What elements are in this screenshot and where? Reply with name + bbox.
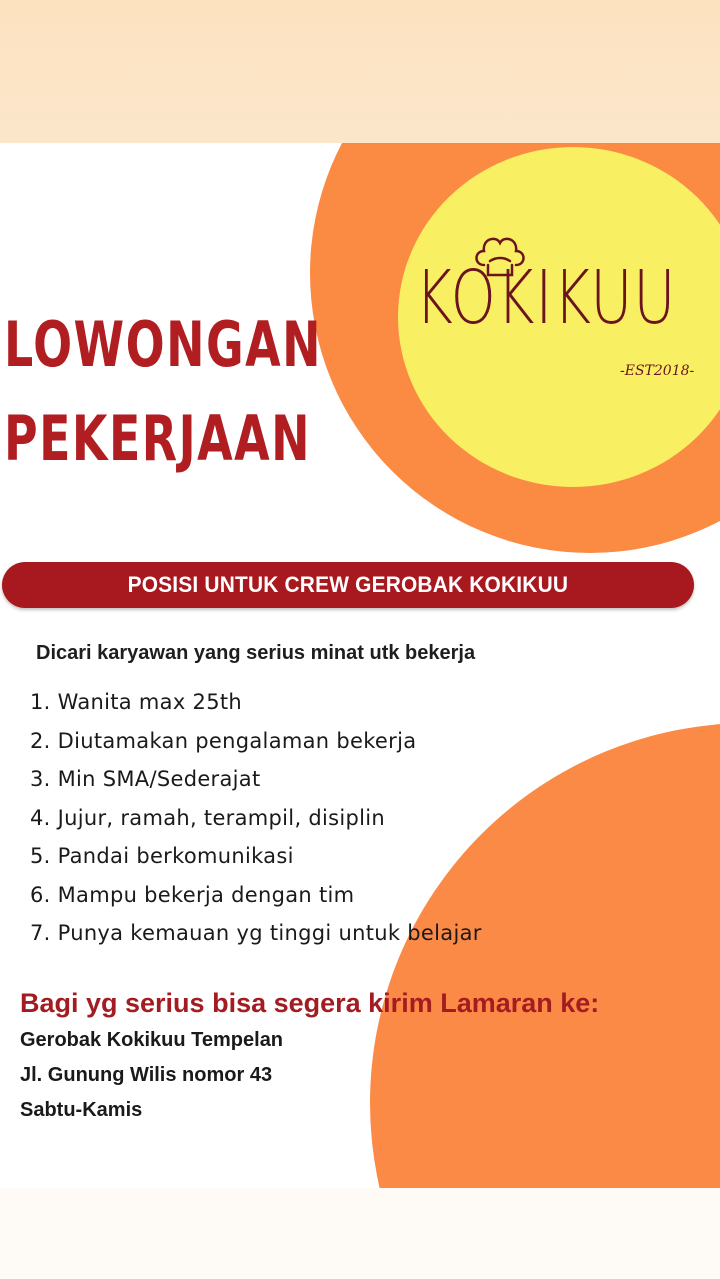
position-banner <box>2 562 694 608</box>
job-poster <box>0 143 720 1188</box>
logo-wordmark: KOKIKUU <box>415 255 677 341</box>
requirement-item: 1. Wanita max 25th <box>30 690 243 714</box>
requirement-item: 6. Mampu bekerja dengan tim <box>30 882 355 907</box>
requirement-item: 5. Pandai berkomunikasi <box>30 844 294 868</box>
poster-title <box>4 298 322 486</box>
address-line-1: Gerobak Kokikuu Tempelan <box>20 1029 284 1051</box>
intro-text: Dicari karyawan yang serius minat utk bekerja <box>36 642 476 664</box>
requirements-list <box>30 683 482 953</box>
address-line-2: Jl. Gunung Wilis nomor 43 <box>20 1064 273 1086</box>
requirement-item: 7. Punya kemauan yg tinggi untuk belajar <box>30 921 482 945</box>
top-band <box>0 0 720 143</box>
call-to-action: Bagi yg serius bisa segera kirim Lamaran ke: <box>20 988 600 1018</box>
title-line-1: LOWONGAN <box>4 308 323 381</box>
logo-established: -EST2018- <box>620 363 695 379</box>
position-banner-text: POSISI UNTUK CREW GEROBAK KOKIKUU <box>127 572 569 597</box>
address-line-3: Sabtu-Kamis <box>20 1099 143 1121</box>
requirement-item: 3. Min SMA/Sederajat <box>30 767 261 791</box>
requirement-item: 4. Jujur, ramah, terampil, disiplin <box>30 805 386 830</box>
kokikuu-logo <box>415 231 720 391</box>
requirement-item: 2. Diutamakan pengalaman bekerja <box>30 728 417 753</box>
bottom-band <box>0 1188 720 1279</box>
title-line-2: PEKERJAAN <box>4 402 311 475</box>
